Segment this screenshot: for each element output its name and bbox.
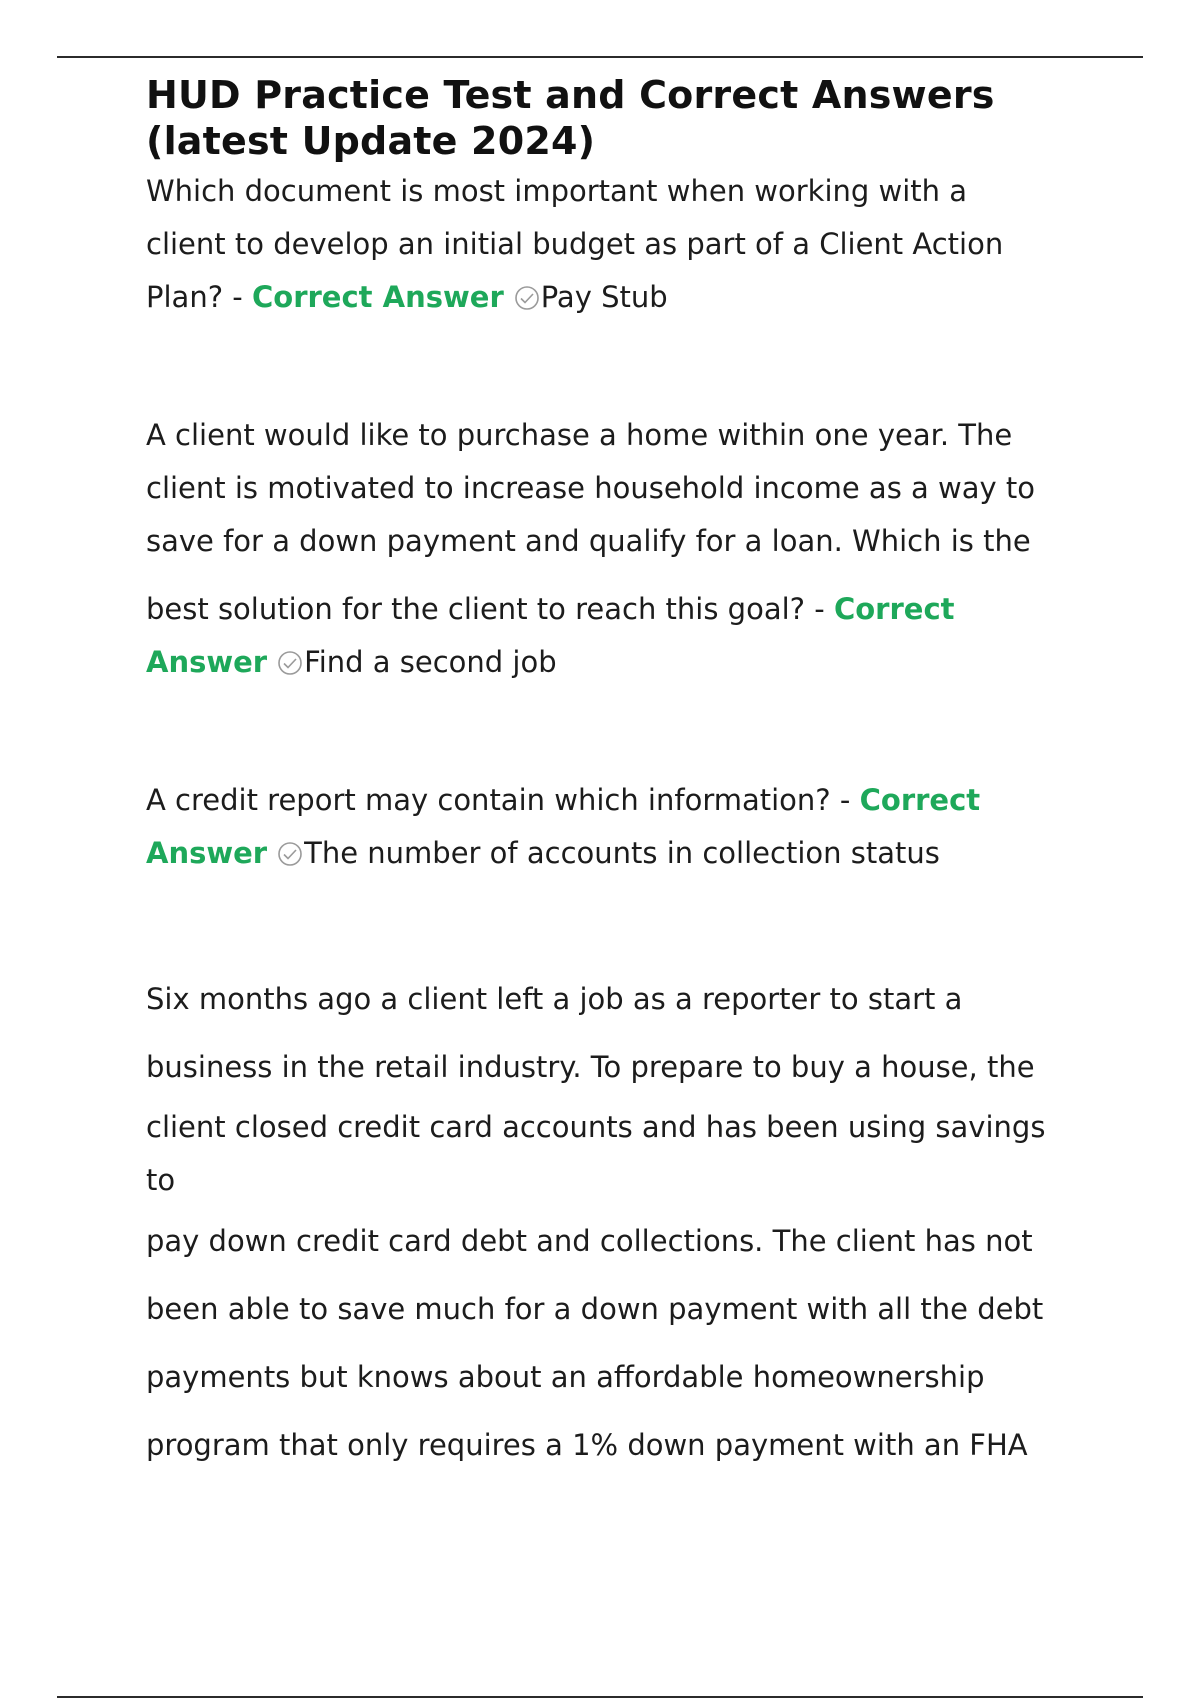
question-text-line: best solution for the client to reach this goal? [146, 592, 806, 626]
answer-text: Pay Stub [540, 280, 668, 314]
question-text-line: Plan? [146, 280, 224, 314]
question-text-line: A client would like to purchase a home within one year. The [146, 418, 1013, 452]
answer-label: Answer [146, 645, 268, 679]
question-answer-line [146, 271, 1106, 324]
question-answer-line [146, 774, 1106, 827]
document-body [146, 72, 1106, 1479]
title-line-1: HUD Practice Test and Correct Answers [146, 73, 995, 117]
question-text-line: Which document is most important when working with a [146, 174, 968, 208]
question-text-line: client to develop an initial budget as part of a Client Action [146, 227, 1004, 261]
separator: - [223, 280, 252, 314]
answer-line [146, 827, 1106, 880]
question-text-line: A credit report may contain which information? [146, 783, 831, 817]
bottom-rule [57, 1696, 1143, 1698]
question-text-line: payments but knows about an affordable homeownership [146, 1360, 985, 1394]
answer-text: Find a second job [304, 645, 557, 679]
question-text-line: program that only requires a 1% down payment with an FHA [146, 1428, 1028, 1462]
question-text-line: client closed credit card accounts and has been using savings [146, 1110, 1046, 1144]
check-circle-icon [277, 841, 303, 867]
check-circle-icon [277, 650, 303, 676]
title-line-2: (latest Update 2024) [146, 119, 596, 163]
top-rule [57, 56, 1143, 58]
question-text-line: client is motivated to increase household income as a way to [146, 471, 1035, 505]
question-block-4 [146, 965, 1106, 1479]
question-text-line: business in the retail industry. To prepare to buy a house, the [146, 1050, 1035, 1084]
correct-label: Correct [833, 592, 955, 626]
question-block-1 [146, 165, 1106, 324]
answer-label: Answer [146, 836, 268, 870]
document-title [146, 72, 1106, 164]
question-text-line: pay down credit card debt and collections. The client has not [146, 1224, 1033, 1258]
answer-text: The number of accounts in collection status [304, 836, 940, 870]
separator: - [805, 592, 834, 626]
question-text-line: been able to save much for a down payment with all the debt [146, 1292, 1044, 1326]
correct-answer-label: Correct Answer [252, 280, 504, 314]
question-block-3 [146, 774, 1106, 880]
question-answer-line [146, 583, 1106, 636]
answer-line [146, 636, 1106, 689]
question-text-line: to [146, 1163, 176, 1197]
check-circle-icon [514, 285, 540, 311]
separator: - [830, 783, 860, 817]
question-block-2 [146, 409, 1106, 689]
correct-label: Correct [859, 783, 981, 817]
question-text-line: Six months ago a client left a job as a reporter to start a [146, 982, 963, 1016]
question-text-line: save for a down payment and qualify for a loan. Which is the [146, 524, 1031, 558]
